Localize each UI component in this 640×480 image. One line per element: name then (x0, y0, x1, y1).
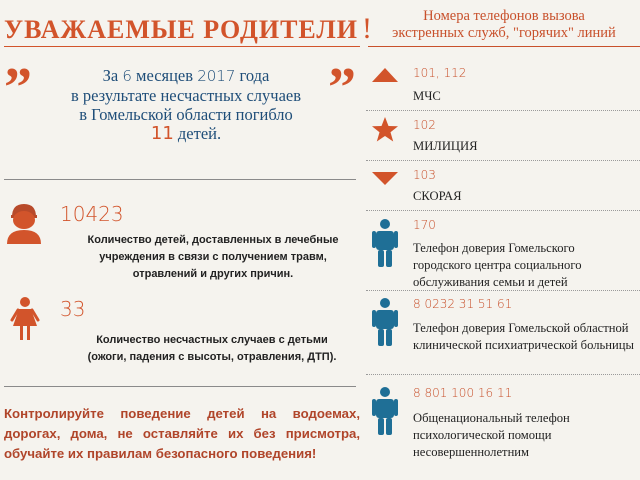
hotline-phone-national: 8 801 100 16 11 (413, 386, 513, 400)
divider (366, 110, 640, 111)
hotline-phone-trust-city: 170 (413, 218, 436, 232)
stat-number-injured: 10423 (60, 202, 124, 226)
girl-icon (10, 296, 40, 342)
page-title-text: УВАЖАЕМЫЕ РОДИТЕЛИ (4, 15, 359, 44)
divider (366, 210, 640, 211)
triangle-down-icon (370, 170, 400, 186)
person-icon (372, 218, 398, 268)
intro-line-1 (44, 66, 328, 86)
intro-text: месяцев (131, 66, 198, 85)
stat-description-injured: Количество детей, доставленных в лечебные учреждения в связи с получением травм, отравлений и других причин. (87, 234, 339, 280)
quote-open-icon: ” (4, 57, 32, 119)
hotline-name-police: МИЛИЦИЯ (413, 139, 478, 153)
intro-text: года (235, 66, 270, 85)
divider (366, 374, 640, 375)
triangle-up-icon (370, 66, 400, 84)
intro-statement (44, 66, 328, 143)
intro-months: 6 (122, 67, 132, 85)
stat-description-accidents: Количество несчастных случаев с детьми (ожоги, падения с высоты, отравления, ДТП). (87, 334, 337, 363)
hotline-name-national: Общенациональный телефон психологической помощи несовершеннолетним (413, 411, 570, 459)
divider (366, 290, 640, 291)
intro-deaths-count: 11 (150, 123, 174, 144)
hotline-name-mchs: МЧС (413, 89, 441, 103)
hotlines-header-line-2: экстренных служб, "горячих" линий (392, 25, 616, 41)
intro-line-3: в Гомельской области погибло (79, 105, 293, 124)
intro-text: детей. (173, 124, 222, 143)
hotline-name-trust-city: Телефон доверия Гомельского городского центра социального обслуживания семьи и детей (413, 241, 582, 289)
title-underline (4, 46, 360, 47)
intro-line-2: в результате несчастных случаев (70, 86, 302, 105)
person-icon (372, 297, 398, 347)
hotline-name-ambulance: СКОРАЯ (413, 189, 462, 203)
divider (4, 179, 356, 180)
quote-close-icon: ” (328, 57, 356, 119)
hotline-phone-trust-psychiatric: 8 0232 31 51 61 (413, 297, 513, 311)
boy-icon (4, 200, 44, 244)
divider (366, 160, 640, 161)
stat-number-accidents: 33 (60, 297, 86, 321)
star-icon (371, 116, 399, 143)
hotline-phone-police: 102 (413, 118, 436, 132)
hotline-name-trust-psychiatric: Телефон доверия Гомельской областной клинической психиатрической больницы (413, 321, 634, 352)
intro-line-4 (44, 124, 328, 143)
page-title (4, 12, 373, 46)
hotlines-header-underline (368, 46, 640, 47)
intro-year: 2017 (197, 67, 236, 85)
call-to-action: Контролируйте поведение детей на водоемах, дорогах, дома, не оставляйте их без присмотра, обучайте их правилам безопасного поведения! (4, 406, 360, 461)
hotlines-header-line-1: Номера телефонов вызова (423, 8, 585, 24)
divider (4, 386, 356, 387)
hotline-phone-mchs: 101, 112 (413, 66, 467, 80)
hotline-phone-ambulance: 103 (413, 168, 436, 182)
hotlines-header (368, 8, 640, 42)
page-title-exclamation: ! (362, 12, 374, 45)
intro-text: За (102, 66, 123, 85)
person-icon (372, 386, 398, 436)
